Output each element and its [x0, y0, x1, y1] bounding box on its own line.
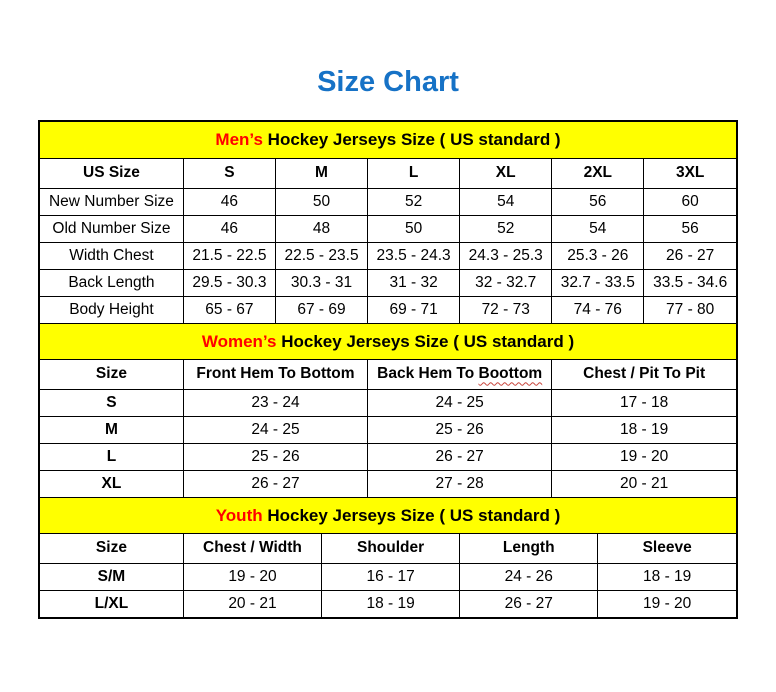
table-row-womens-3	[40, 470, 736, 497]
table-row-youth-1	[40, 590, 736, 617]
column-header-mens-6: 3XL	[644, 159, 736, 188]
column-header-womens-1: Front Hem To Bottom	[183, 360, 367, 389]
section-table-mens	[40, 159, 736, 323]
column-header-mens-4: XL	[460, 159, 552, 188]
page-title: Size Chart	[317, 66, 459, 98]
size-value-cell: 19 - 20	[552, 443, 736, 470]
size-value-cell: 48	[275, 215, 367, 242]
size-value-cell: 31 - 32	[368, 269, 460, 296]
size-value-cell: 52	[460, 215, 552, 242]
size-value-cell: 52	[368, 188, 460, 215]
size-value-cell: 24 - 25	[368, 389, 552, 416]
table-row-womens-0	[40, 389, 736, 416]
size-value-cell: 21.5 - 22.5	[183, 242, 275, 269]
size-value-cell: 19 - 20	[598, 590, 736, 617]
column-header-mens-0: US Size	[40, 159, 183, 188]
row-label: New Number Size	[40, 188, 183, 215]
size-value-cell: 46	[183, 188, 275, 215]
column-header-womens-3: Chest / Pit To Pit	[552, 360, 736, 389]
column-header-mens-1: S	[183, 159, 275, 188]
table-row-womens-1	[40, 416, 736, 443]
size-value-cell: 29.5 - 30.3	[183, 269, 275, 296]
row-label: Back Length	[40, 269, 183, 296]
column-header-womens-0: Size	[40, 360, 183, 389]
table-row-womens-2	[40, 443, 736, 470]
column-header-womens-2	[368, 360, 552, 389]
column-header-mens-2: M	[275, 159, 367, 188]
column-header-youth-0: Size	[40, 534, 183, 563]
size-value-cell: 50	[368, 215, 460, 242]
row-label: M	[40, 416, 183, 443]
size-value-cell: 74 - 76	[552, 296, 644, 323]
column-header-youth-3: Length	[460, 534, 598, 563]
size-value-cell: 69 - 71	[368, 296, 460, 323]
size-value-cell: 22.5 - 23.5	[275, 242, 367, 269]
size-value-cell: 18 - 19	[598, 563, 736, 590]
section-table-womens	[40, 360, 736, 497]
size-value-cell: 77 - 80	[644, 296, 736, 323]
size-value-cell: 27 - 28	[368, 470, 552, 497]
size-value-cell: 33.5 - 34.6	[644, 269, 736, 296]
size-value-cell: 25 - 26	[183, 443, 367, 470]
section-band-womens	[40, 323, 736, 360]
column-header-youth-4: Sleeve	[598, 534, 736, 563]
row-label: L	[40, 443, 183, 470]
table-row-youth-0	[40, 563, 736, 590]
table-header-row	[40, 360, 736, 389]
size-value-cell: 24 - 25	[183, 416, 367, 443]
row-label: Width Chest	[40, 242, 183, 269]
size-value-cell: 24 - 26	[460, 563, 598, 590]
column-header-text: Back Hem To	[377, 365, 479, 383]
row-label: Body Height	[40, 296, 183, 323]
table-row-mens-3	[40, 269, 736, 296]
size-value-cell: 32 - 32.7	[460, 269, 552, 296]
column-header-mens-3: L	[368, 159, 460, 188]
size-value-cell: 30.3 - 31	[275, 269, 367, 296]
row-label: L/XL	[40, 590, 183, 617]
size-value-cell: 17 - 18	[552, 389, 736, 416]
table-row-mens-1	[40, 215, 736, 242]
section-band-mens	[40, 122, 736, 159]
size-value-cell: 67 - 69	[275, 296, 367, 323]
size-value-cell: 26 - 27	[183, 470, 367, 497]
size-value-cell: 26 - 27	[460, 590, 598, 617]
size-value-cell: 19 - 20	[183, 563, 321, 590]
size-value-cell: 54	[552, 215, 644, 242]
section-band-youth	[40, 497, 736, 534]
size-value-cell: 72 - 73	[460, 296, 552, 323]
row-label: S/M	[40, 563, 183, 590]
size-value-cell: 18 - 19	[552, 416, 736, 443]
row-label: S	[40, 389, 183, 416]
size-value-cell: 56	[644, 215, 736, 242]
table-header-row	[40, 159, 736, 188]
size-value-cell: 46	[183, 215, 275, 242]
column-header-youth-2: Shoulder	[322, 534, 460, 563]
size-value-cell: 20 - 21	[183, 590, 321, 617]
size-value-cell: 60	[644, 188, 736, 215]
size-value-cell: 26 - 27	[368, 443, 552, 470]
row-label: XL	[40, 470, 183, 497]
table-header-row	[40, 534, 736, 563]
size-value-cell: 56	[552, 188, 644, 215]
section-table-youth	[40, 534, 736, 617]
size-value-cell: 23 - 24	[183, 389, 367, 416]
size-value-cell: 20 - 21	[552, 470, 736, 497]
table-row-mens-0	[40, 188, 736, 215]
column-header-mens-5: 2XL	[552, 159, 644, 188]
table-row-mens-2	[40, 242, 736, 269]
section-band-highlight-womens: Women’s	[201, 331, 277, 351]
section-band-text-mens: Hockey Jerseys Size ( US standard )	[262, 130, 561, 149]
size-value-cell: 25 - 26	[368, 416, 552, 443]
size-value-cell: 65 - 67	[183, 296, 275, 323]
section-band-highlight-mens: Men’s	[215, 130, 263, 149]
column-header-youth-1: Chest / Width	[183, 534, 321, 563]
section-band-text-youth: Hockey Jerseys Size ( US standard )	[262, 505, 561, 525]
size-value-cell: 24.3 - 25.3	[460, 242, 552, 269]
section-band-highlight-youth: Youth	[215, 505, 263, 525]
size-chart-tables	[38, 120, 738, 619]
section-band-text-womens: Hockey Jerseys Size ( US standard )	[276, 331, 575, 351]
misspelled-word: Boottom	[478, 365, 543, 383]
size-value-cell: 25.3 - 26	[552, 242, 644, 269]
size-value-cell: 32.7 - 33.5	[552, 269, 644, 296]
table-row-mens-4	[40, 296, 736, 323]
size-value-cell: 18 - 19	[322, 590, 460, 617]
size-value-cell: 26 - 27	[644, 242, 736, 269]
size-value-cell: 54	[460, 188, 552, 215]
size-value-cell: 16 - 17	[322, 563, 460, 590]
size-value-cell: 50	[275, 188, 367, 215]
size-value-cell: 23.5 - 24.3	[368, 242, 460, 269]
row-label: Old Number Size	[40, 215, 183, 242]
